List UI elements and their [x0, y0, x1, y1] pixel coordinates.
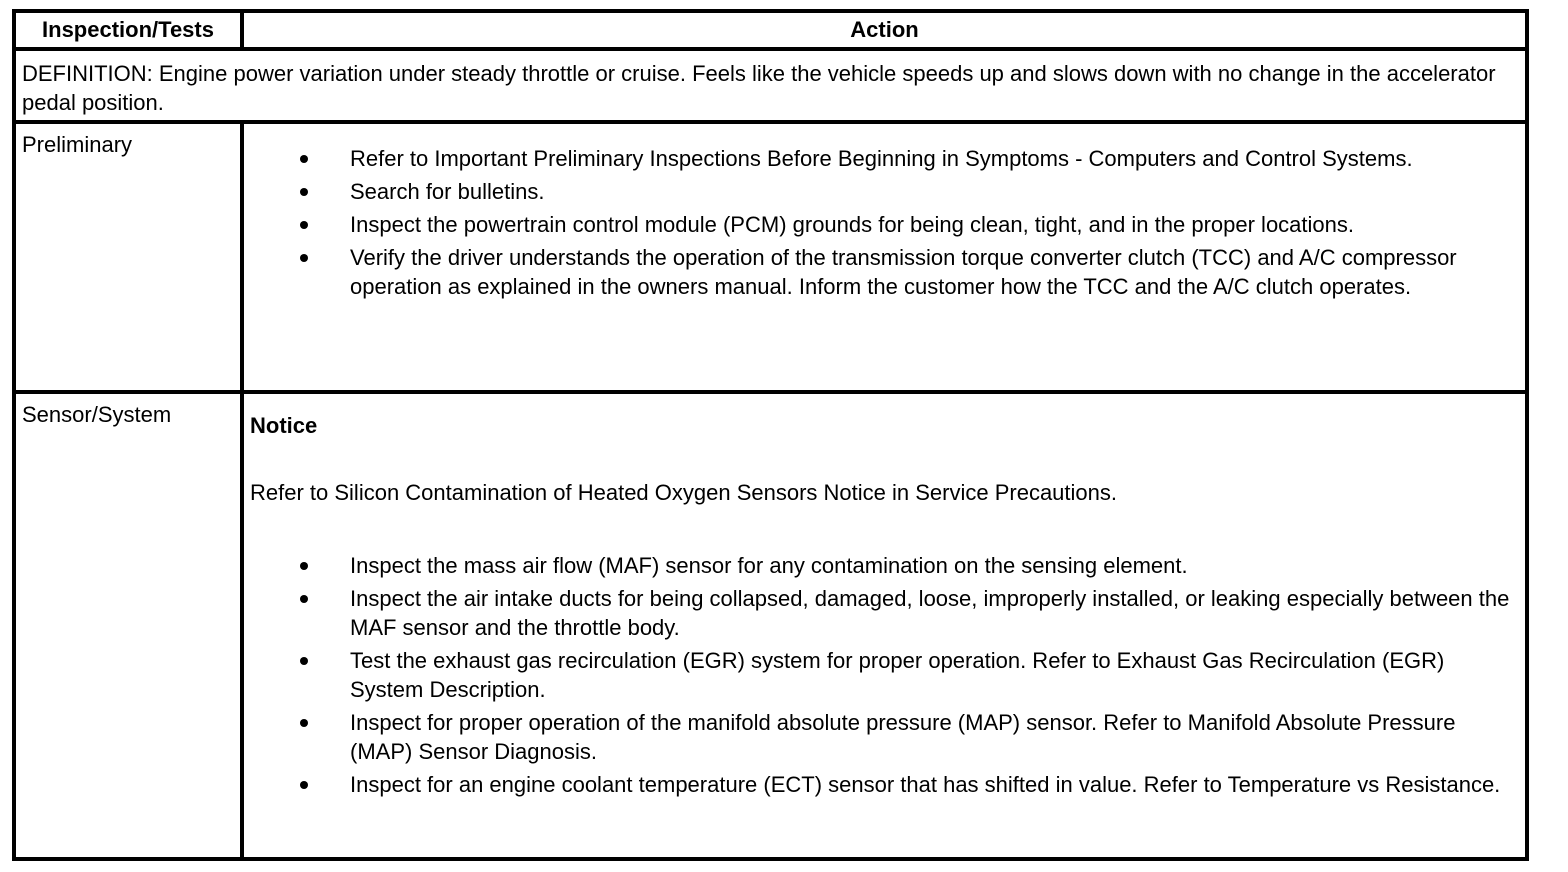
- list-item: [244, 177, 1515, 206]
- list-item: [244, 243, 1515, 301]
- sensor-system-action-cell: [244, 394, 1525, 857]
- sensor-system-row: [16, 394, 1525, 857]
- bullet-icon: [300, 719, 308, 727]
- bullet-icon: [300, 221, 308, 229]
- table-header-row: [16, 13, 1525, 51]
- preliminary-label-cell: [16, 124, 244, 390]
- list-item: [244, 770, 1521, 799]
- definition-text: DEFINITION: Engine power variation under steady throttle or cruise. Feels like the vehicle speeds up and slows down with no change in the accelerator pedal position.: [22, 61, 1496, 115]
- list-item-text: Inspect the air intake ducts for being collapsed, damaged, loose, improperly installed, or leaking especially between the MAF sensor and the throttle body.: [350, 586, 1510, 640]
- list-item-text: Inspect for proper operation of the manifold absolute pressure (MAP) sensor. Refer to Manifold Absolute Pressure (MAP) Sensor Diagnosis.: [350, 710, 1456, 764]
- list-item: [244, 646, 1521, 704]
- preliminary-list: [244, 144, 1515, 305]
- sensor-system-list: [244, 551, 1521, 803]
- header-action: Action: [850, 17, 919, 42]
- sensor-system-label: Sensor/System: [22, 402, 172, 427]
- list-item: [244, 144, 1515, 173]
- bullet-icon: [300, 188, 308, 196]
- list-item: [244, 584, 1521, 642]
- bullet-icon: [300, 595, 308, 603]
- definition-row: [16, 51, 1525, 124]
- list-item-text: Refer to Important Preliminary Inspections Before Beginning in Symptoms - Computers and Control Systems.: [350, 146, 1413, 171]
- preliminary-row: [16, 124, 1525, 394]
- notice-title: Notice: [250, 413, 318, 438]
- list-item-text: Verify the driver understands the operation of the transmission torque converter clutch (TCC) and A/C compressor operation as explained in the owners manual. Inform the customer how the TCC and the A/C clutch operates.: [350, 245, 1457, 299]
- list-item: [244, 551, 1521, 580]
- preliminary-action-cell: [244, 124, 1525, 390]
- notice-text: Refer to Silicon Contamination of Heated Oxygen Sensors Notice in Service Precautions.: [250, 480, 1117, 505]
- diagnostic-table: [12, 9, 1529, 861]
- list-item-text: Search for bulletins.: [350, 179, 545, 204]
- bullet-icon: [300, 562, 308, 570]
- list-item-text: Inspect for an engine coolant temperature (ECT) sensor that has shifted in value. Refer to Temperature vs Resistance.: [350, 772, 1501, 797]
- list-item-text: Inspect the powertrain control module (PCM) grounds for being clean, tight, and in the proper locations.: [350, 212, 1354, 237]
- bullet-icon: [300, 254, 308, 262]
- preliminary-label: Preliminary: [22, 132, 133, 157]
- list-item-text: Inspect the mass air flow (MAF) sensor for any contamination on the sensing element.: [350, 553, 1188, 578]
- list-item-text: Test the exhaust gas recirculation (EGR) system for proper operation. Refer to Exhaust Gas Recirculation (EGR) System Description.: [350, 648, 1445, 702]
- list-item: [244, 708, 1521, 766]
- sensor-system-label-cell: [16, 394, 244, 857]
- header-inspection-tests: Inspection/Tests: [16, 13, 244, 47]
- list-item: [244, 210, 1515, 239]
- bullet-icon: [300, 155, 308, 163]
- bullet-icon: [300, 781, 308, 789]
- bullet-icon: [300, 657, 308, 665]
